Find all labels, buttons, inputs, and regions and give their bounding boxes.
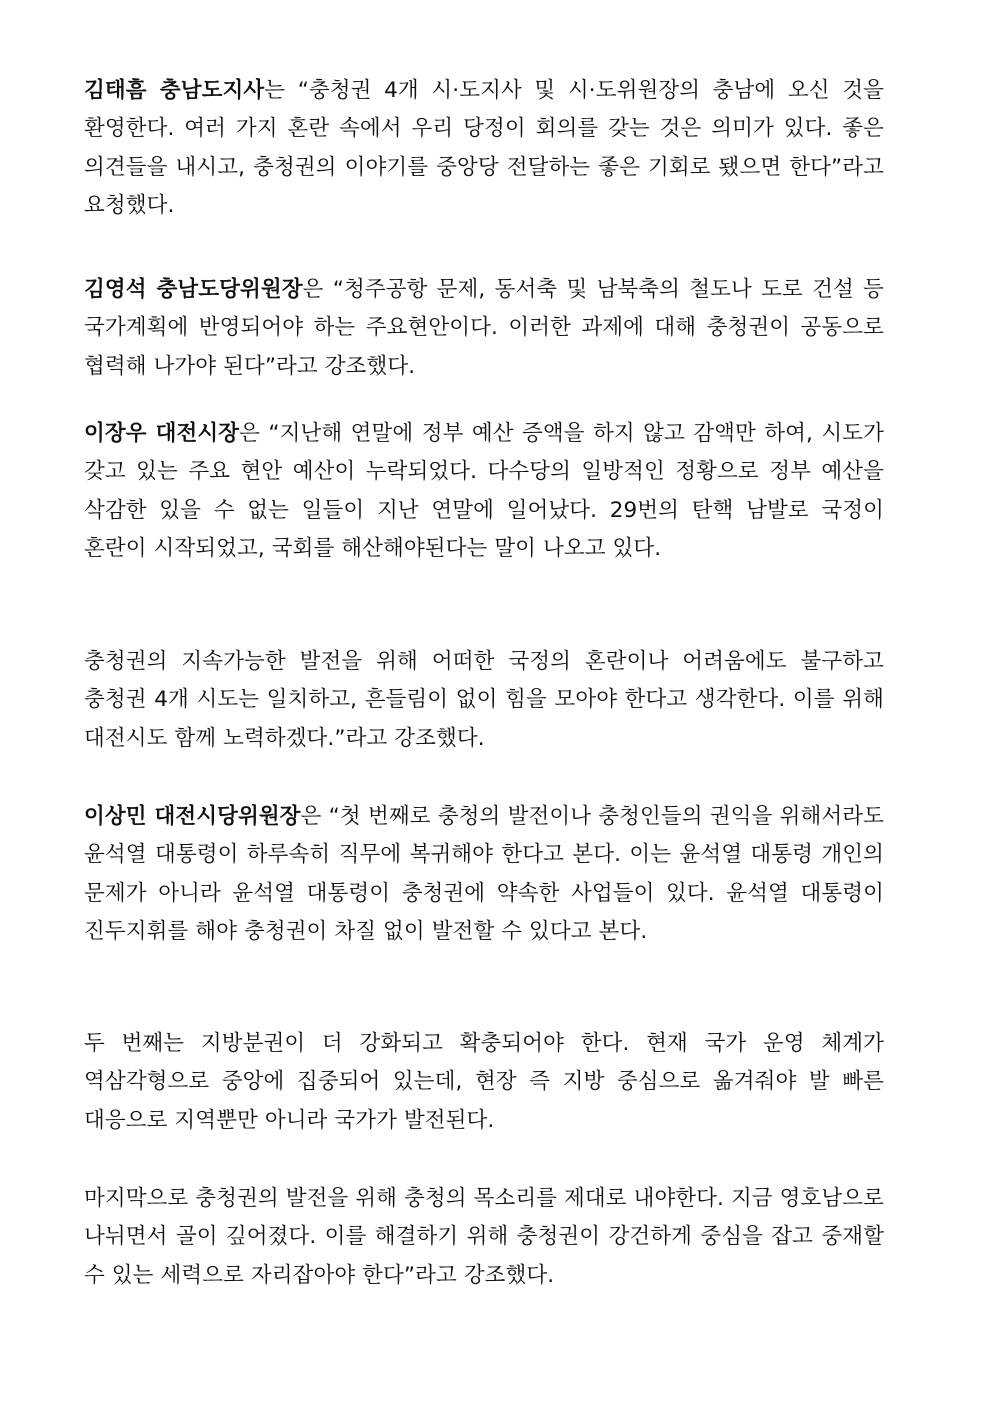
paragraph-text: 두 번째는 지방분권이 더 강화되고 확충되어야 한다. 현재 국가 운영 체계가 역삼각형으로 중앙에 집중되어 있는데, 현장 즉 지방 중심으로 옮겨줘야 발 빠른 대응으로 지역뿐만 아니라 국가가 발전된다. bbox=[84, 1031, 884, 1133]
paragraph-lee-sangmin bbox=[84, 798, 884, 952]
speaker-name: 김태흠 충남도지사 bbox=[84, 78, 265, 103]
paragraph-text: 충청권의 지속가능한 발전을 위해 어떠한 국정의 혼란이나 어려움에도 불구하고 충청권 4개 시도는 일치하고, 흔들림이 없이 힘을 모아야 한다고 생각한다. 이를 위해 대전시도 함께 노력하겠다.”라고 강조했다. bbox=[84, 649, 884, 751]
paragraph-text: 마지막으로 충청권의 발전을 위해 충청의 목소리를 제대로 내야한다. 지금 영호남으로 나뉘면서 골이 깊어졌다. 이를 해결하기 위해 충청권이 강건하게 중심을 잡고 중재할 수 있는 세력으로 자리잡아야 한다”라고 강조했다. bbox=[84, 1186, 884, 1288]
paragraph-text: 는 “충청권 4개 시·도지사 및 시·도위원장의 충남에 오신 것을 환영한다. 여러 가지 혼란 속에서 우리 당정이 회의를 갖는 것은 의미가 있다. 좋은 의견들을 내시고, 충청권의 이야기를 중앙당 전달하는 좋은 기회로 됐으면 한다”라고 요청했다. bbox=[84, 78, 884, 219]
paragraph-lee-sangmin-second bbox=[84, 1025, 884, 1140]
paragraph-text: 은 “지난해 연말에 정부 예산 증액을 하지 않고 감액만 하여, 시도가 갖고 있는 주요 현안 예산이 누락되었다. 다수당의 일방적인 정황으로 정부 예산을 삭감한 있을 수 없는 일들이 지난 연말에 일어났다. 29번의 탄핵 남발로 국정이 혼란이 시작되었고, 국회를 해산해야된다는 말이 나오고 있다. bbox=[84, 421, 884, 562]
paragraph-lee-jangwoo-continued bbox=[84, 643, 884, 758]
speaker-name: 이상민 대전시당위원장 bbox=[84, 804, 301, 829]
paragraph-text: 은 “첫 번째로 충청의 발전이나 충청인들의 권익을 위해서라도 윤석열 대통령이 하루속히 직무에 복귀해야 한다고 본다. 이는 윤석열 대통령 개인의 문제가 아니라 윤석열 대통령이 충청권에 약속한 사업들이 있다. 윤석열 대통령이 진두지휘를 해야 충청권이 차질 없이 발전할 수 있다고 본다. bbox=[84, 804, 884, 945]
paragraph-kim-youngseok bbox=[84, 271, 884, 386]
paragraph-text: 은 “청주공항 문제, 동서축 및 남북축의 철도나 도로 건설 등 국가계획에 반영되어야 하는 주요현안이다. 이러한 과제에 대해 충청권이 공동으로 협력해 나가야 된다”라고 강조했다. bbox=[84, 277, 884, 379]
paragraph-lee-sangmin-final bbox=[84, 1180, 884, 1295]
paragraph-kim-taeheum bbox=[84, 72, 884, 226]
speaker-name: 이장우 대전시장 bbox=[84, 421, 240, 446]
speaker-name: 김영석 충남도당위원장 bbox=[84, 277, 303, 302]
paragraph-lee-jangwoo bbox=[84, 415, 884, 569]
